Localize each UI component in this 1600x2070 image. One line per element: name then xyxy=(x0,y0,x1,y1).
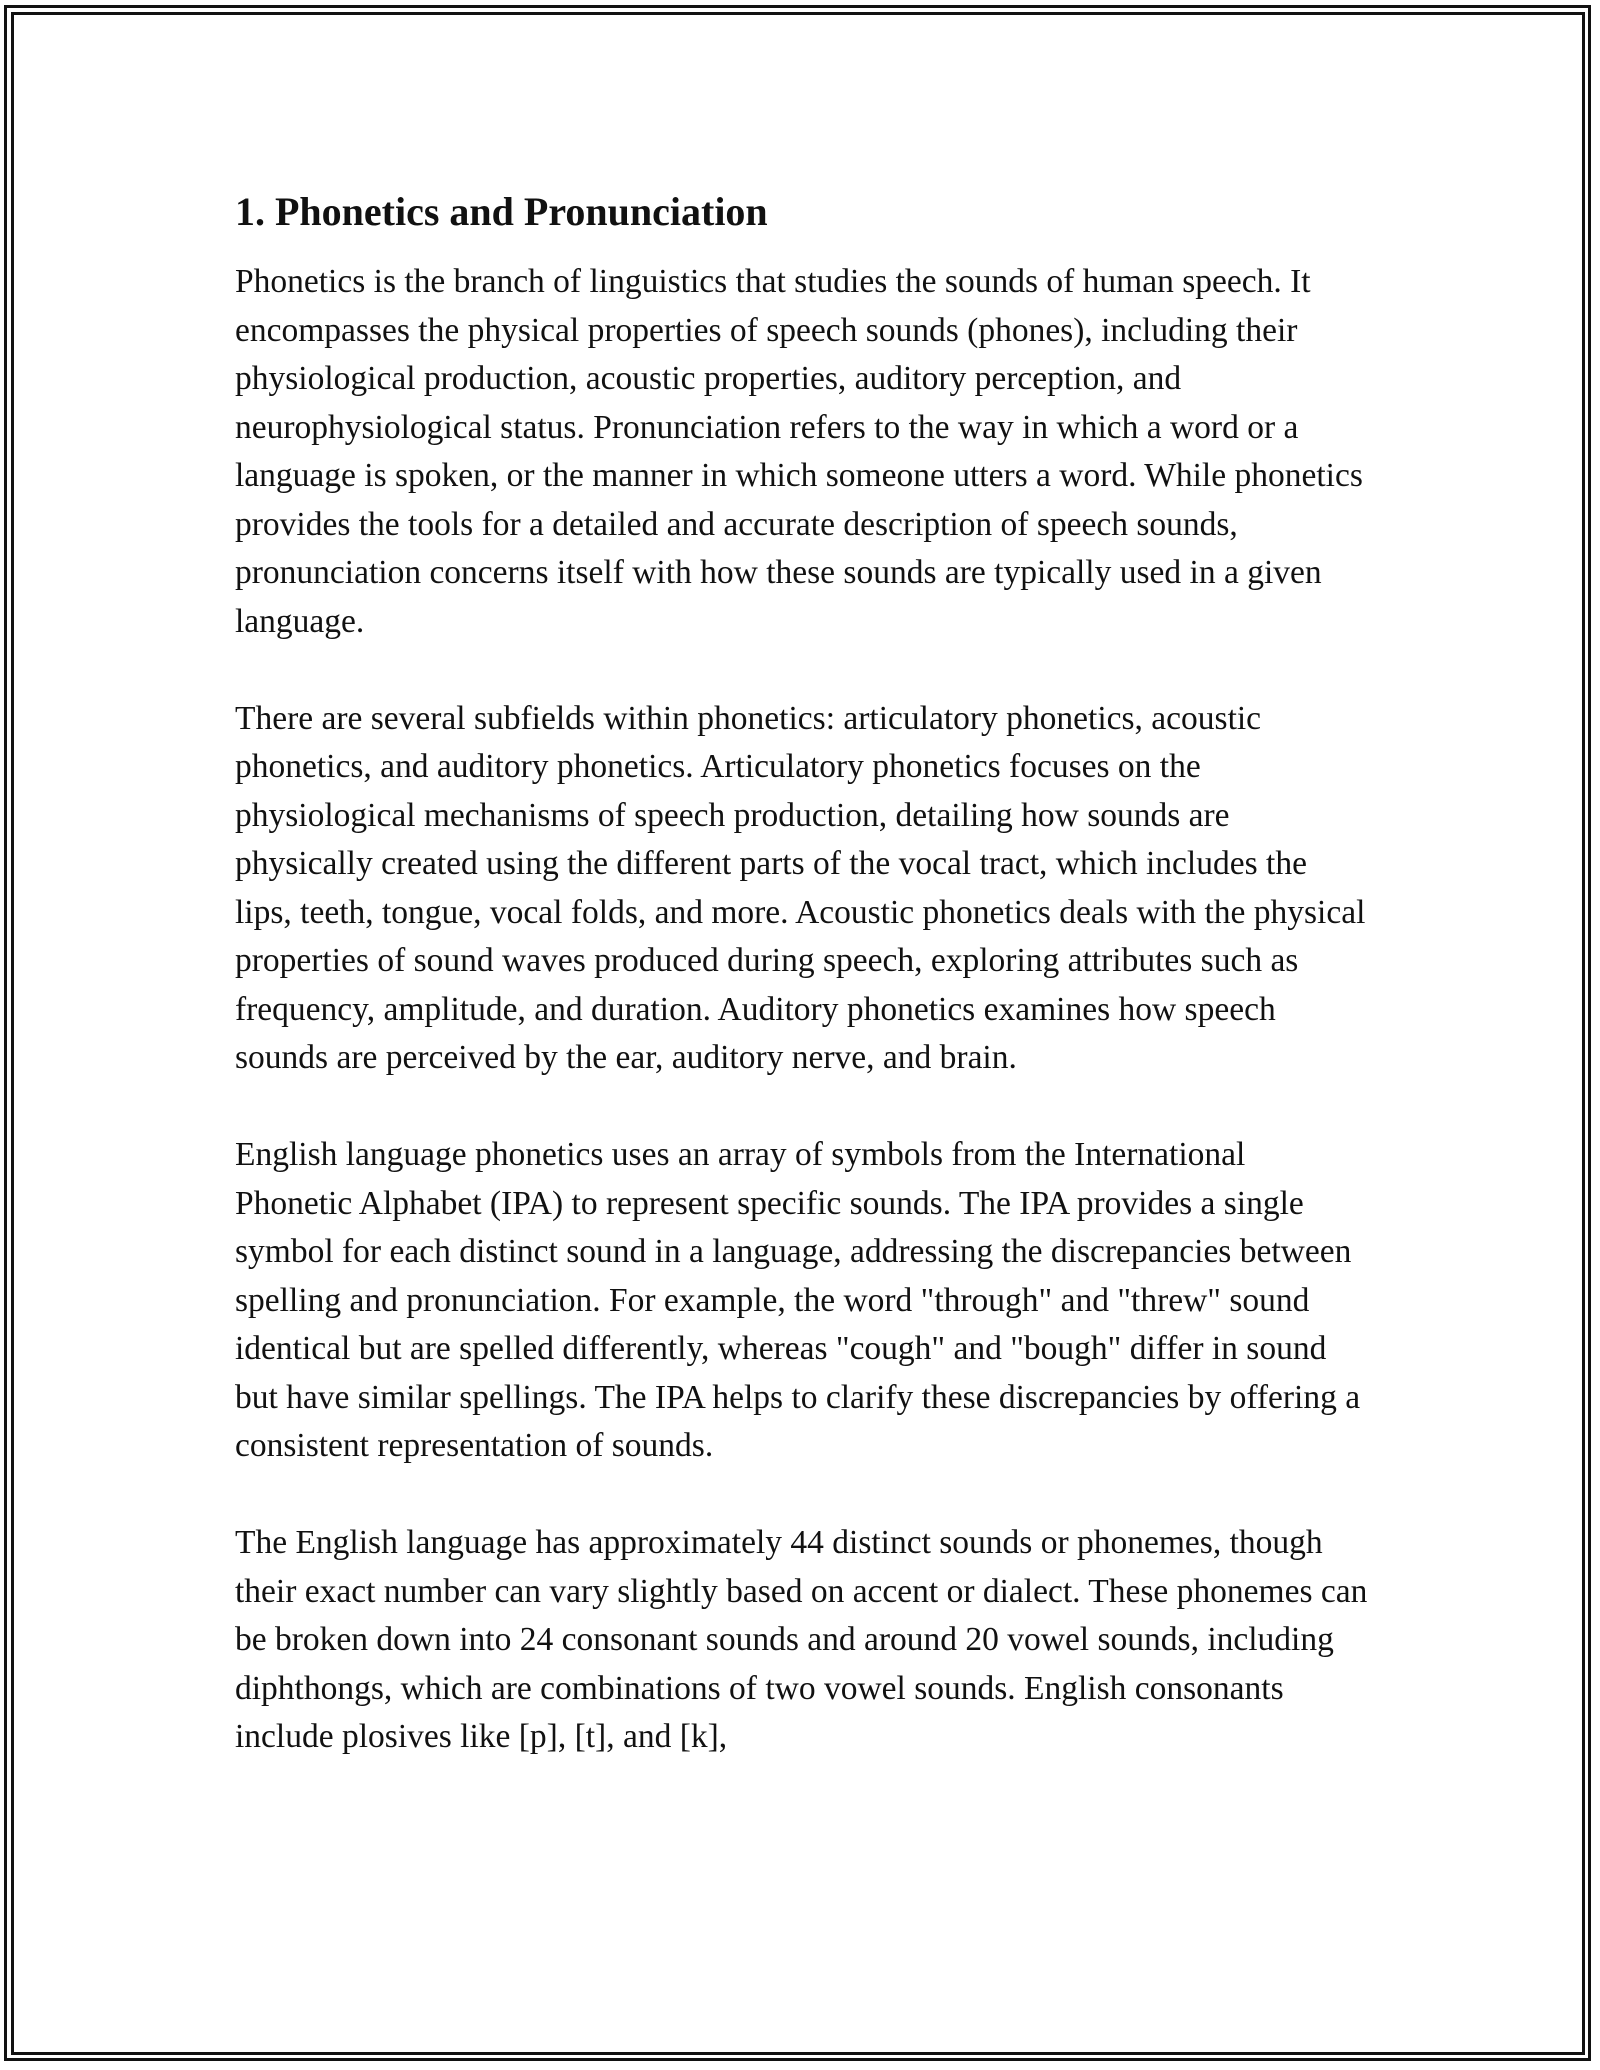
paragraph-phonetics-intro: Phonetics is the branch of linguistics that studies the sounds of human speech. It encompasses the physical properties of speech sounds (phones), including their physiological production, acoustic properties, auditory perception, and neurophysiological status. Pronunciation refers to the way in which a word or a language is spoken, or the manner in which someone utters a word. While phonetics provides the tools for a detailed and accurate description of speech sounds, pronunciation concerns itself with how these sounds are typically used in a given language. xyxy=(235,263,1363,640)
paragraph-subfields: There are several subfields within phonetics: articulatory phonetics, acoustic phonetics, and auditory phonetics. Articulatory phonetics focuses on the physiological mechanisms of speech production, detailing how sounds are physically created using the different parts of the vocal tract, which includes the lips, teeth, tongue, vocal folds, and more. Acoustic phonetics deals with the physical properties of sound waves produced during speech, exploring attributes such as frequency, amplitude, and duration. Auditory phonetics examines how speech sounds are perceived by the ear, auditory nerve, and brain. xyxy=(235,699,1366,1076)
document-body xyxy=(235,186,1370,1810)
paragraph-ipa: English language phonetics uses an array of symbols from the International Phonetic Alphabet (IPA) to represent specific sounds. The IPA provides a single symbol for each distinct sound in a language, addressing the discrepancies between spelling and pronunciation. For example, the word "through" and "threw" sound identical but are spelled differently, whereas "cough" and "bough" differ in sound but have similar spellings. The IPA helps to clarify these discrepancies by offering a consistent representation of sounds. xyxy=(235,1136,1361,1464)
section-heading: 1. Phonetics and Pronunciation xyxy=(235,189,768,234)
paragraph-phonemes: The English language has approximately 44 distinct sounds or phonemes, though their exact number can vary slightly based on accent or dialect. These phonemes can be broken down into 24 consonant sounds and around 20 vowel sounds, including diphthongs, which are combinations of two vowel sounds. English consonants include plosives like [p], [t], and [k], xyxy=(235,1524,1368,1755)
